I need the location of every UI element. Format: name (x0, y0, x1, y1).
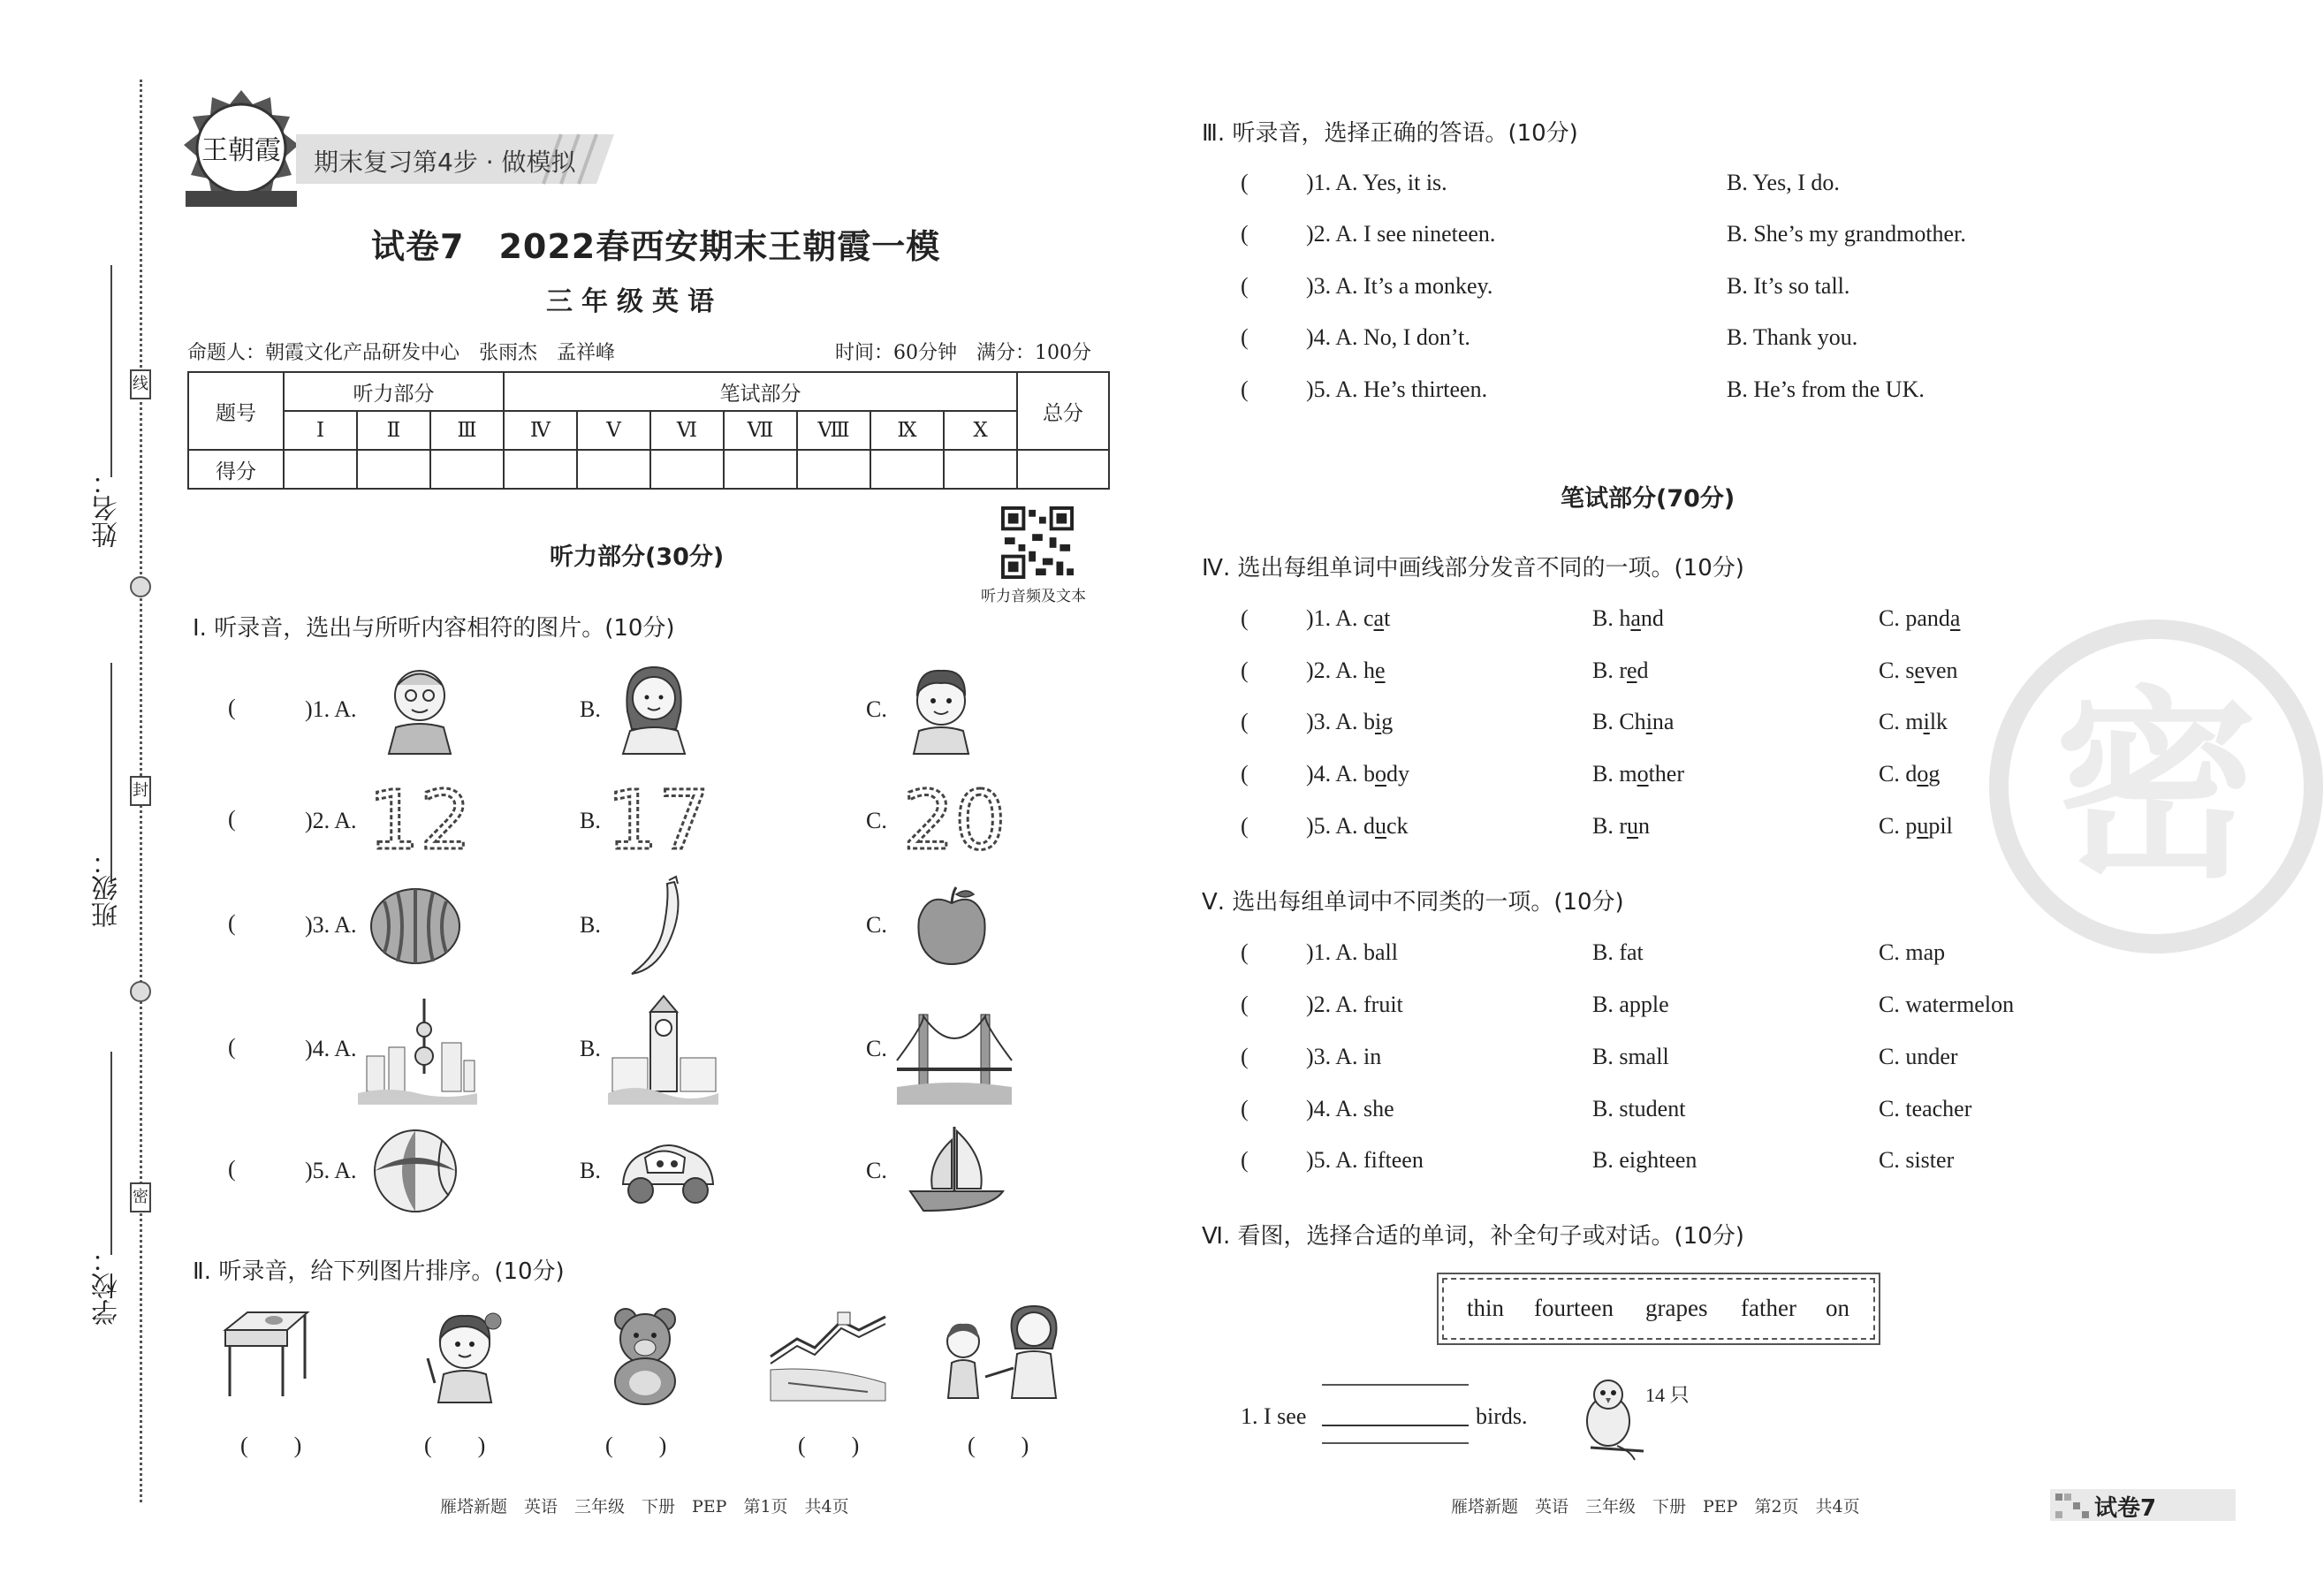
score-cell[interactable] (504, 450, 577, 489)
answer-paren[interactable]: ( (1241, 992, 1249, 1017)
q4-row-1-c: C. panda (1879, 605, 1961, 631)
qr-caption: 听力音频及文本 (981, 588, 1086, 605)
q1-row-3-c: C. (866, 912, 887, 938)
answer-blank[interactable] (1322, 1425, 1469, 1426)
answer-paren[interactable]: ( (1241, 813, 1249, 839)
q5-row-5-c: C. sister (1879, 1147, 1955, 1173)
q5-row-4-c: C. teacher (1879, 1096, 1972, 1121)
numeral-cell: Ⅰ (284, 411, 357, 450)
answer-paren[interactable]: ( (1241, 324, 1249, 350)
q6-sentence-1-hint: 14 只 (1645, 1384, 1690, 1406)
score-cell[interactable] (1017, 450, 1109, 489)
q5-row-2-c: C. watermelon (1879, 992, 2015, 1017)
q5-row-3-a: )3. A. in (1306, 1044, 1382, 1069)
total-header: 总分 (1017, 372, 1109, 450)
q3-row-5-b: B. He’s from the UK. (1727, 376, 1925, 402)
answer-paren[interactable]: ( (228, 695, 236, 720)
q4-row-5-a: )5. A. duck (1306, 813, 1409, 839)
q5-row-1-b: B. fat (1592, 939, 1644, 965)
q5-row-5-a: )5. A. fifteen (1306, 1147, 1424, 1173)
order-paren-3[interactable]: ( ) (605, 1433, 667, 1458)
school-write-line (110, 1052, 112, 1255)
answer-paren[interactable]: ( (1241, 1147, 1249, 1173)
q1-row-1-num: )1. A. (305, 696, 357, 722)
q4-row-3-c: C. milk (1879, 709, 1948, 734)
q5-row-1-c: C. map (1879, 939, 1946, 965)
tower-city-icon (358, 994, 477, 1105)
q4-row-2-a: )2. A. he (1306, 657, 1386, 683)
q5-row-5-b: B. eighteen (1592, 1147, 1697, 1173)
score-cell[interactable] (797, 450, 870, 489)
paper-title: 试卷7 2022春西安期末王朝霞一模 (371, 227, 941, 266)
q1-row-5-c: C. (866, 1158, 887, 1183)
answer-paren[interactable]: ( (1241, 221, 1249, 247)
guide-line (1322, 1442, 1469, 1444)
numeral-cell: Ⅲ (430, 411, 504, 450)
toy-car-icon (614, 1136, 720, 1211)
q5-row-2-a: )2. A. fruit (1306, 992, 1403, 1017)
score-row-label: 得分 (188, 450, 284, 489)
boy-and-mother-icon (932, 1299, 1074, 1401)
watermark-char: 密 (2054, 670, 2259, 906)
order-paren-4[interactable]: ( ) (798, 1433, 860, 1458)
word-bank-item: fourteen (1534, 1295, 1614, 1321)
seal-dot (130, 981, 151, 1002)
bear-icon (601, 1304, 689, 1405)
answer-paren[interactable]: ( (1241, 1044, 1249, 1069)
logo-text: 王朝霞 (201, 135, 281, 166)
footer-left: 雁塔新题 英语 三年级 下册 PEP 第1页 共4页 (440, 1497, 849, 1516)
time-score-info: 时间：60分钟 满分：100分 (835, 342, 1091, 364)
answer-paren[interactable]: ( (228, 1034, 236, 1060)
q4-row-3-b: B. China (1592, 709, 1675, 734)
numeral-cell: Ⅴ (577, 411, 650, 450)
writing-header: 笔试部分 (504, 372, 1017, 411)
q3-row-5-a: )5. A. He’s thirteen. (1306, 376, 1488, 402)
q5-row-3-b: B. small (1592, 1044, 1669, 1069)
bridge-icon (897, 1007, 1012, 1105)
score-cell[interactable] (430, 450, 504, 489)
score-cell[interactable] (577, 450, 650, 489)
secret-watermark (1988, 619, 2324, 954)
school-label: 学校： (92, 1246, 123, 1326)
pattern-squares-icon (2055, 1494, 2089, 1518)
q1-row-5-num: )5. A. (305, 1158, 357, 1183)
class-label: 班级： (92, 848, 123, 928)
numeral-cell: Ⅷ (797, 411, 870, 450)
seal-dot (130, 576, 151, 597)
answer-paren[interactable]: ( (1241, 170, 1249, 195)
great-wall-icon (771, 1304, 885, 1401)
answer-paren[interactable]: ( (1241, 761, 1249, 787)
apple-icon (910, 884, 994, 968)
q4-row-5-c: C. pupil (1879, 813, 1953, 839)
paper-subtitle: 三年级英语 (546, 286, 723, 317)
row-label-question-number: 题号 (188, 372, 284, 450)
listening-header: 听力部分 (284, 372, 504, 411)
q5-row-1-a: )1. A. ball (1306, 939, 1398, 965)
answer-paren[interactable]: ( (1241, 376, 1249, 402)
score-cell[interactable] (650, 450, 724, 489)
big-ben-icon (608, 994, 718, 1105)
ball-icon (371, 1127, 459, 1215)
q1-row-2-num: )2. A. (305, 808, 357, 833)
numeral-cell: Ⅱ (357, 411, 430, 450)
desk-icon (221, 1308, 309, 1401)
answer-paren[interactable]: ( (228, 806, 236, 832)
q5-row-3-c: C. under (1879, 1044, 1958, 1069)
boy-icon (901, 658, 981, 756)
order-paren-1[interactable]: ( ) (240, 1433, 302, 1458)
q3-row-1-b: B. Yes, I do. (1727, 170, 1840, 195)
score-cell[interactable] (870, 450, 944, 489)
q3-row-3-a: )3. A. It’s a monkey. (1306, 273, 1493, 299)
writing-section-title: 笔试部分(70分) (1561, 485, 1735, 513)
number-17-icon (606, 773, 710, 868)
word-bank-item: father (1741, 1295, 1796, 1321)
q4-row-1-a: )1. A. cat (1306, 605, 1391, 631)
score-cell[interactable] (724, 450, 797, 489)
grandpa-icon (380, 658, 459, 756)
sailboat-icon (906, 1122, 1007, 1215)
mother-icon (614, 658, 694, 756)
q6-sentence-1-pre: 1. I see (1241, 1403, 1307, 1429)
watermelon-icon (367, 884, 464, 968)
q3-row-3-b: B. It’s so tall. (1727, 273, 1850, 299)
guide-line (1322, 1384, 1469, 1386)
seal-mark-feng: 封 (130, 776, 151, 806)
q4-row-2-c: C. seven (1879, 657, 1958, 683)
q3-row-1-a: )1. A. Yes, it is. (1306, 170, 1447, 195)
name-label: 姓名： (92, 468, 123, 548)
q5-row-2-b: B. apple (1592, 992, 1669, 1017)
girl-icon (422, 1304, 502, 1405)
score-cell[interactable] (284, 450, 357, 489)
order-paren-2[interactable]: ( ) (424, 1433, 486, 1458)
listening-section-title: 听力部分(30分) (550, 543, 725, 571)
numeral-cell: Ⅳ (504, 411, 577, 450)
q3-row-2-a: )2. A. I see nineteen. (1306, 221, 1496, 247)
footer-right: 雁塔新题 英语 三年级 下册 PEP 第2页 共4页 (1451, 1497, 1860, 1516)
answer-paren[interactable]: ( (1241, 273, 1249, 299)
q4-row-1-b: B. hand (1592, 605, 1664, 631)
answer-paren[interactable]: ( (1241, 657, 1249, 683)
answer-paren[interactable]: ( (1241, 709, 1249, 734)
q1-row-1-c: C. (866, 696, 887, 722)
q1-row-2-b: B. (580, 808, 601, 833)
q2-title: Ⅱ. 听录音，给下列图片排序。(10分) (193, 1258, 565, 1285)
answer-paren[interactable]: ( (228, 910, 236, 936)
q1-row-4-c: C. (866, 1036, 887, 1061)
svg-text:12: 12 (368, 773, 472, 868)
q3-title: Ⅲ. 听录音，选择正确的答语。(10分) (1202, 120, 1578, 147)
svg-text:20: 20 (902, 773, 1006, 868)
q3-row-4-b: B. Thank you. (1727, 324, 1858, 350)
q4-row-4-b: B. mother (1592, 761, 1684, 787)
score-table (187, 371, 1110, 490)
q6-title: Ⅵ. 看图，选择合适的单词，补全句子或对话。(10分) (1202, 1223, 1744, 1250)
svg-text:17: 17 (606, 773, 710, 868)
q1-row-3-num: )3. A. (305, 912, 357, 938)
order-paren-5[interactable]: ( ) (968, 1433, 1029, 1458)
q1-title: Ⅰ. 听录音，选出与所听内容相符的图片。(10分) (193, 615, 675, 642)
seal-mark-xian: 线 (130, 369, 151, 399)
word-bank-item: grapes (1645, 1295, 1708, 1321)
answer-paren[interactable]: ( (1241, 1096, 1249, 1121)
numeral-cell: Ⅵ (650, 411, 724, 450)
q1-row-3-b: B. (580, 912, 601, 938)
q3-row-4-a: )4. A. No, I don’t. (1306, 324, 1470, 350)
q5-row-4-a: )4. A. she (1306, 1096, 1394, 1121)
qr-code-icon[interactable] (1001, 506, 1074, 579)
q4-title: Ⅳ. 选出每组单词中画线部分发音不同的一项。(10分) (1202, 555, 1744, 581)
answer-paren[interactable]: ( (1241, 939, 1249, 965)
number-12-icon (368, 773, 472, 868)
numeral-cell: Ⅶ (724, 411, 797, 450)
paper-tag-label: 试卷7 (2094, 1495, 2157, 1522)
name-write-line (110, 265, 112, 477)
q4-row-2-b: B. red (1592, 657, 1649, 683)
review-step-text: 期末复习第4步 · 做模拟 (314, 148, 576, 177)
authors-line: 命题人：朝霞文化产品研发中心 张雨杰 孟祥峰 (187, 342, 616, 364)
q5-title: Ⅴ. 选出每组单词中不同类的一项。(10分) (1202, 889, 1624, 916)
q1-row-2-c: C. (866, 808, 887, 833)
banana-icon (623, 875, 694, 981)
word-bank-item: on (1826, 1295, 1849, 1321)
q4-row-3-a: )3. A. big (1306, 709, 1394, 734)
q6-sentence-1-post: birds. (1476, 1403, 1528, 1429)
numeral-cell: Ⅸ (870, 411, 944, 450)
brand-logo-badge (175, 87, 308, 219)
q4-row-4-a: )4. A. body (1306, 761, 1409, 787)
answer-paren[interactable]: ( (1241, 605, 1249, 631)
seal-mark-mi: 密 (130, 1182, 151, 1212)
number-20-icon (892, 773, 1016, 868)
q1-row-4-num: )4. A. (305, 1036, 357, 1061)
q1-row-4-b: B. (580, 1036, 601, 1061)
q1-row-1-b: B. (580, 696, 601, 722)
q1-row-5-b: B. (580, 1158, 601, 1183)
score-cell[interactable] (944, 450, 1017, 489)
numeral-cell: Ⅹ (944, 411, 1017, 450)
q4-row-5-b: B. run (1592, 813, 1650, 839)
q3-row-2-b: B. She’s my grandmother. (1727, 221, 1966, 247)
word-bank-item: thin (1467, 1295, 1505, 1321)
q5-row-4-b: B. student (1592, 1096, 1686, 1121)
q4-row-4-c: C. dog (1879, 761, 1940, 787)
answer-paren[interactable]: ( (228, 1156, 236, 1182)
score-cell[interactable] (357, 450, 430, 489)
